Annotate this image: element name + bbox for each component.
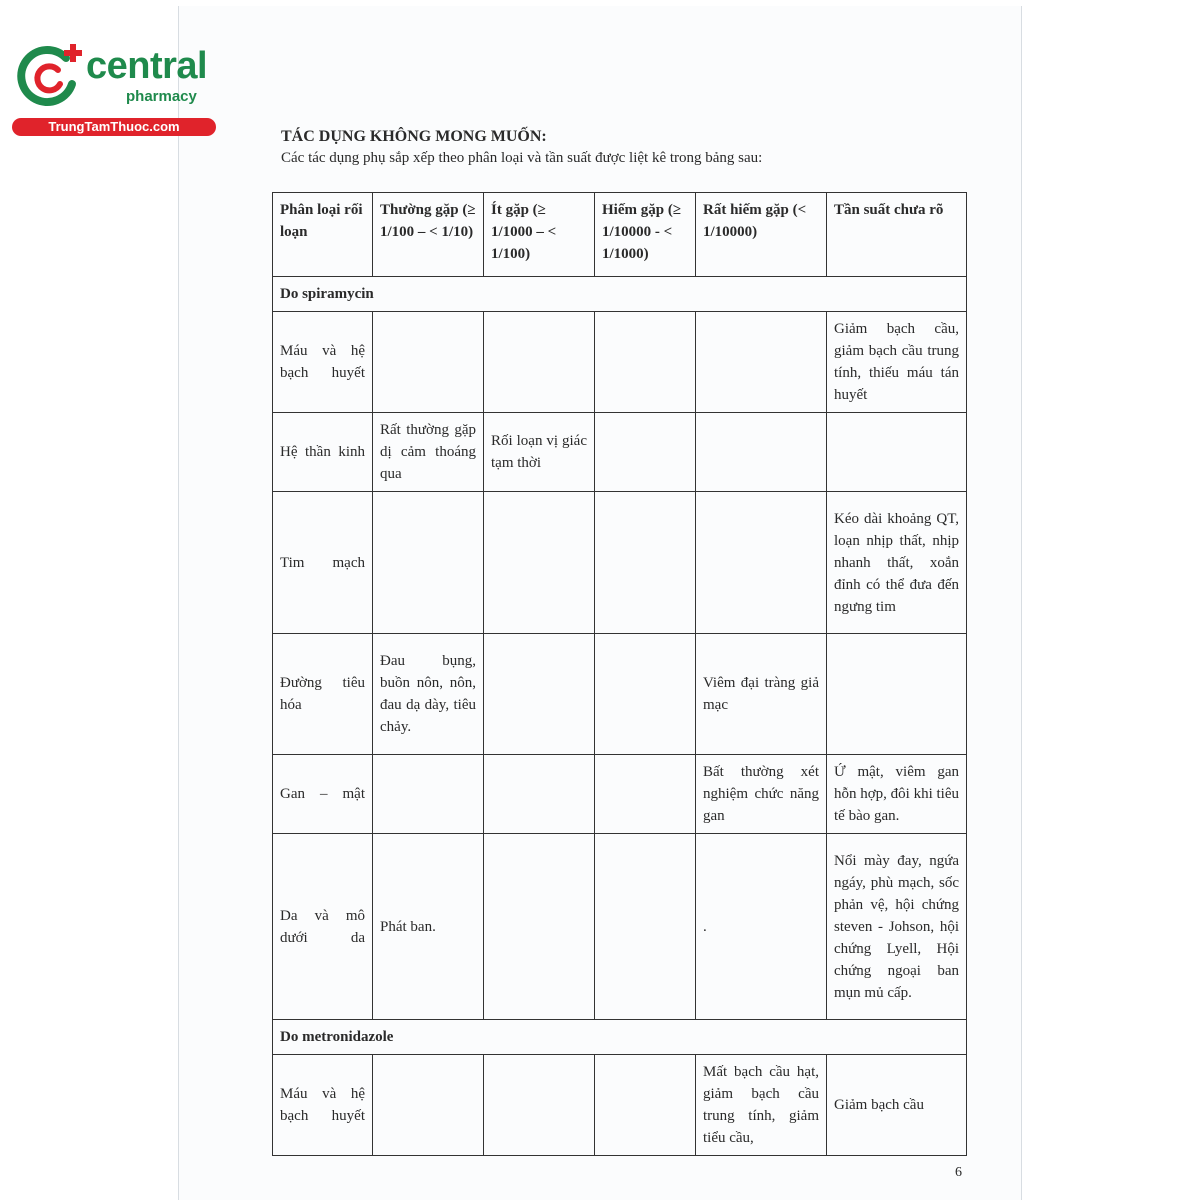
header-uncommon: Ít gặp (≥ 1/1000 – < 1/100) bbox=[484, 193, 595, 277]
cell-very-rare: Mất bạch cầu hạt, giảm bạch cầu trung tính, giảm tiểu cầu, bbox=[696, 1055, 827, 1156]
cell-unknown: Giảm bạch cầu, giảm bạch cầu trung tính, thiếu máu tán huyết bbox=[827, 312, 967, 413]
cell-common bbox=[373, 755, 484, 834]
header-category: Phân loại rối loạn bbox=[273, 193, 373, 277]
cell-rare bbox=[595, 755, 696, 834]
cell-uncommon: Rối loạn vị giác tạm thời bbox=[484, 413, 595, 492]
header-common: Thường gặp (≥ 1/100 – < 1/10) bbox=[373, 193, 484, 277]
cell-category: Tim mạch bbox=[273, 492, 373, 634]
logo-site-link[interactable]: TrungTamThuoc.com bbox=[12, 118, 216, 136]
logo-sub-text: pharmacy bbox=[126, 88, 197, 105]
table-row bbox=[273, 755, 967, 834]
table-row bbox=[273, 413, 967, 492]
cell-very-rare bbox=[696, 312, 827, 413]
cell-uncommon bbox=[484, 634, 595, 755]
cell-category: Da và mô dưới da bbox=[273, 834, 373, 1020]
cell-common: Rất thường gặp dị cảm thoáng qua bbox=[373, 413, 484, 492]
table-row bbox=[273, 634, 967, 755]
cell-rare bbox=[595, 492, 696, 634]
cell-very-rare bbox=[696, 413, 827, 492]
cell-category: Máu và hệ bạch huyết bbox=[273, 1055, 373, 1156]
cell-common: Phát ban. bbox=[373, 834, 484, 1020]
cell-category: Gan – mật bbox=[273, 755, 373, 834]
section-row bbox=[273, 277, 967, 312]
table-header-row bbox=[273, 193, 967, 277]
cell-uncommon bbox=[484, 492, 595, 634]
cell-unknown: Giảm bạch cầu bbox=[827, 1055, 967, 1156]
section-title-spiramycin: Do spiramycin bbox=[273, 277, 967, 312]
cell-rare bbox=[595, 413, 696, 492]
pharmacy-cross-icon bbox=[16, 40, 86, 112]
cell-rare bbox=[595, 1055, 696, 1156]
cell-very-rare: . bbox=[696, 834, 827, 1020]
central-pharmacy-logo bbox=[8, 36, 218, 136]
cell-common: Đau bụng, buồn nôn, nôn, đau dạ dày, tiêu chảy. bbox=[373, 634, 484, 755]
logo-brand-text: central bbox=[86, 45, 208, 87]
cell-unknown: Kéo dài khoảng QT, loạn nhịp thất, nhịp nhanh thất, xoắn đỉnh có thể đưa đến ngưng tim bbox=[827, 492, 967, 634]
section-title-metronidazole: Do metronidazole bbox=[273, 1020, 967, 1055]
cell-very-rare bbox=[696, 492, 827, 634]
cell-uncommon bbox=[484, 755, 595, 834]
cell-unknown: Nổi mày đay, ngứa ngáy, phù mạch, sốc phản vệ, hội chứng steven - Johson, hội chứng Lyell, Hội chứng ngoại ban mụn mủ cấp. bbox=[827, 834, 967, 1020]
side-effects-table bbox=[272, 192, 967, 1156]
table-row bbox=[273, 312, 967, 413]
cell-rare bbox=[595, 634, 696, 755]
header-very-rare: Rất hiếm gặp (< 1/10000) bbox=[696, 193, 827, 277]
section-heading: TÁC DỤNG KHÔNG MONG MUỐN: bbox=[281, 128, 547, 145]
table-row bbox=[273, 834, 967, 1020]
page-number: 6 bbox=[955, 1165, 962, 1180]
intro-text: Các tác dụng phụ sắp xếp theo phân loại và tần suất được liệt kê trong bảng sau: bbox=[281, 150, 763, 166]
cell-category: Đường tiêu hóa bbox=[273, 634, 373, 755]
cell-unknown bbox=[827, 634, 967, 755]
cell-very-rare: Viêm đại tràng giả mạc bbox=[696, 634, 827, 755]
cell-unknown: Ứ mật, viêm gan hỗn hợp, đôi khi tiêu tế bào gan. bbox=[827, 755, 967, 834]
cell-very-rare: Bất thường xét nghiệm chức năng gan bbox=[696, 755, 827, 834]
cell-uncommon bbox=[484, 834, 595, 1020]
header-unknown: Tần suất chưa rõ bbox=[827, 193, 967, 277]
cell-common bbox=[373, 312, 484, 413]
cell-rare bbox=[595, 312, 696, 413]
header-rare: Hiếm gặp (≥ 1/10000 - < 1/1000) bbox=[595, 193, 696, 277]
table-row bbox=[273, 492, 967, 634]
cell-category: Máu và hệ bạch huyết bbox=[273, 312, 373, 413]
table-row bbox=[273, 1055, 967, 1156]
section-row bbox=[273, 1020, 967, 1055]
cell-category: Hệ thần kinh bbox=[273, 413, 373, 492]
cell-unknown bbox=[827, 413, 967, 492]
cell-common bbox=[373, 1055, 484, 1156]
cell-uncommon bbox=[484, 1055, 595, 1156]
cell-common bbox=[373, 492, 484, 634]
cell-rare bbox=[595, 834, 696, 1020]
cell-uncommon bbox=[484, 312, 595, 413]
